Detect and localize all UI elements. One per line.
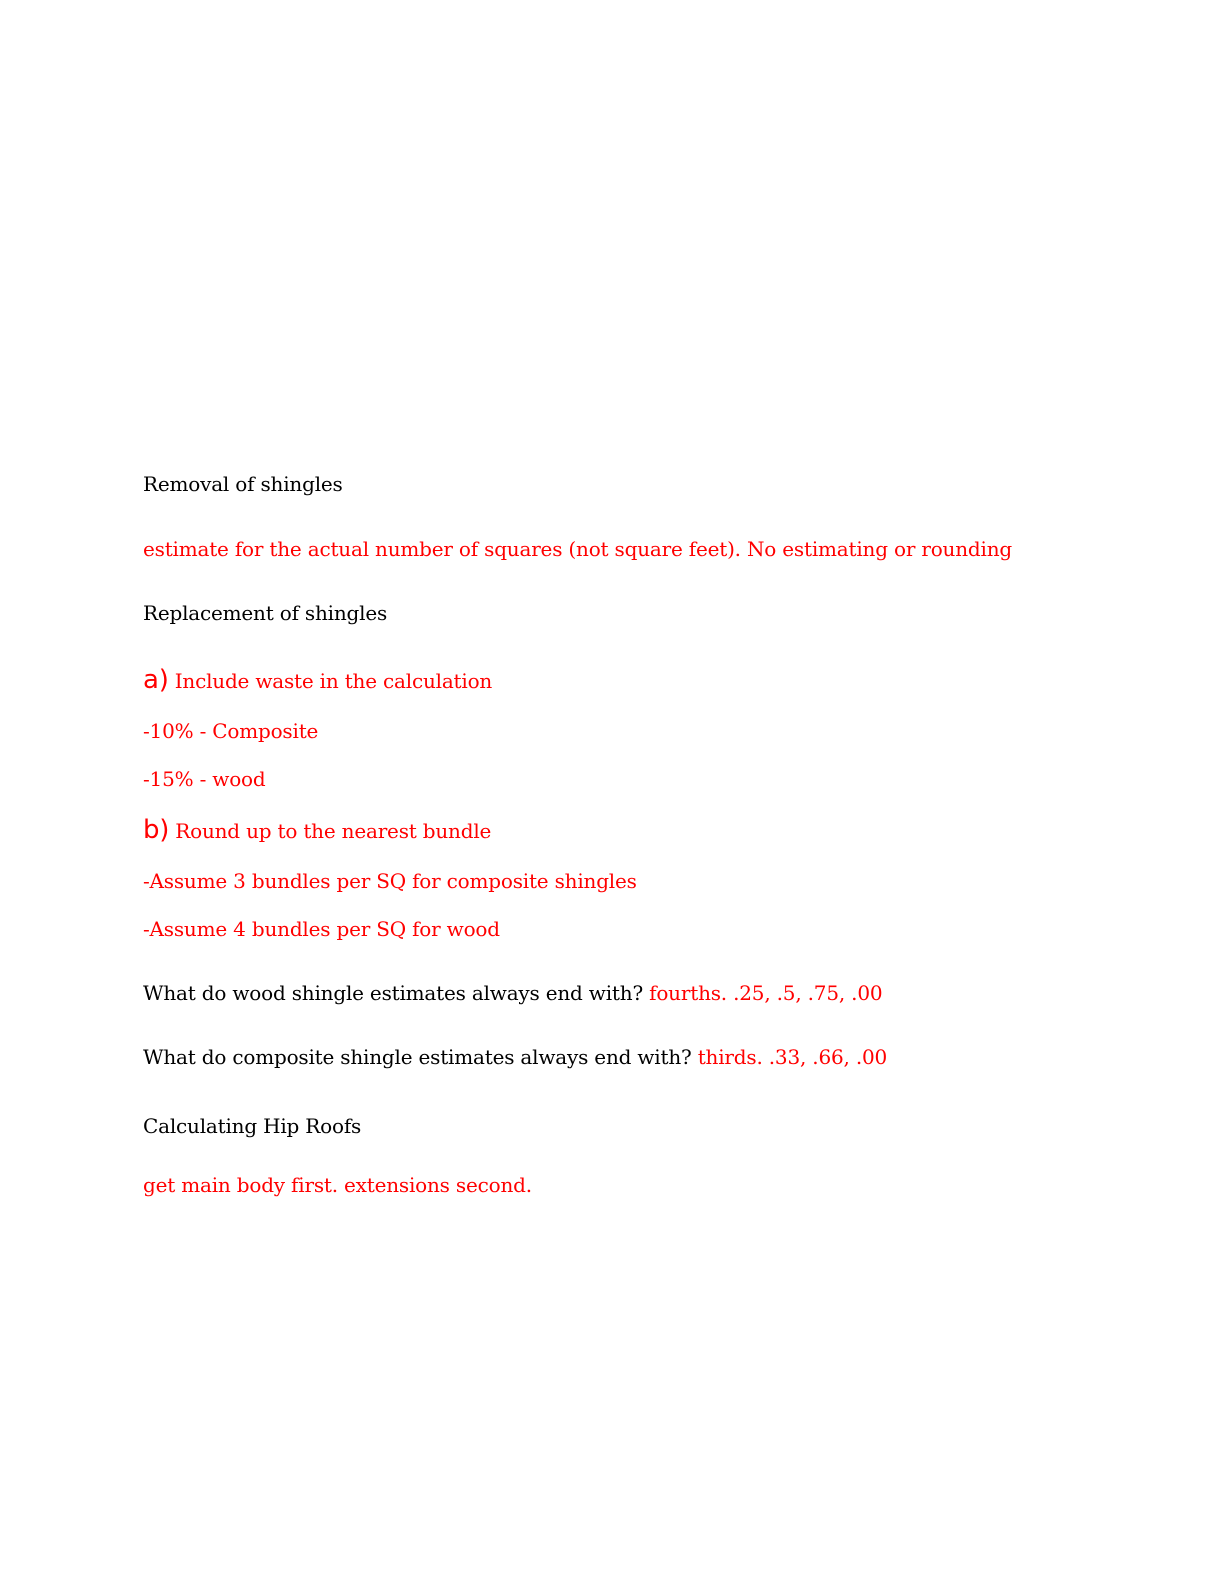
bundles-composite: -Assume 3 bundles per SQ for composite shingles xyxy=(143,869,637,893)
item-a-marker: a) xyxy=(143,665,169,695)
wood-answer: fourths. .25, .5, .75, .00 xyxy=(649,981,883,1005)
item-a-text: Include waste in the calculation xyxy=(174,669,493,693)
replacement-item-a xyxy=(143,665,493,695)
replacement-item-b xyxy=(143,815,492,845)
composite-question-line xyxy=(143,1045,887,1069)
replacement-heading: Replacement of shingles xyxy=(143,601,388,625)
hip-roofs-heading: Calculating Hip Roofs xyxy=(143,1114,362,1138)
composite-question: What do composite shingle estimates always end with? xyxy=(143,1045,692,1069)
composite-answer: thirds. .33, .66, .00 xyxy=(697,1045,888,1069)
item-b-text: Round up to the nearest bundle xyxy=(175,819,492,843)
removal-answer: estimate for the actual number of squares (not square feet). No estimating or rounding xyxy=(143,537,1012,561)
item-b-marker: b) xyxy=(143,815,170,845)
bundles-wood: -Assume 4 bundles per SQ for wood xyxy=(143,917,500,941)
waste-wood: -15% - wood xyxy=(143,767,266,791)
wood-question-line xyxy=(143,981,882,1005)
waste-composite: -10% - Composite xyxy=(143,719,319,743)
wood-question: What do wood shingle estimates always end with? xyxy=(143,981,643,1005)
removal-heading: Removal of shingles xyxy=(143,472,343,496)
hip-roofs-answer: get main body first. extensions second. xyxy=(143,1173,532,1197)
